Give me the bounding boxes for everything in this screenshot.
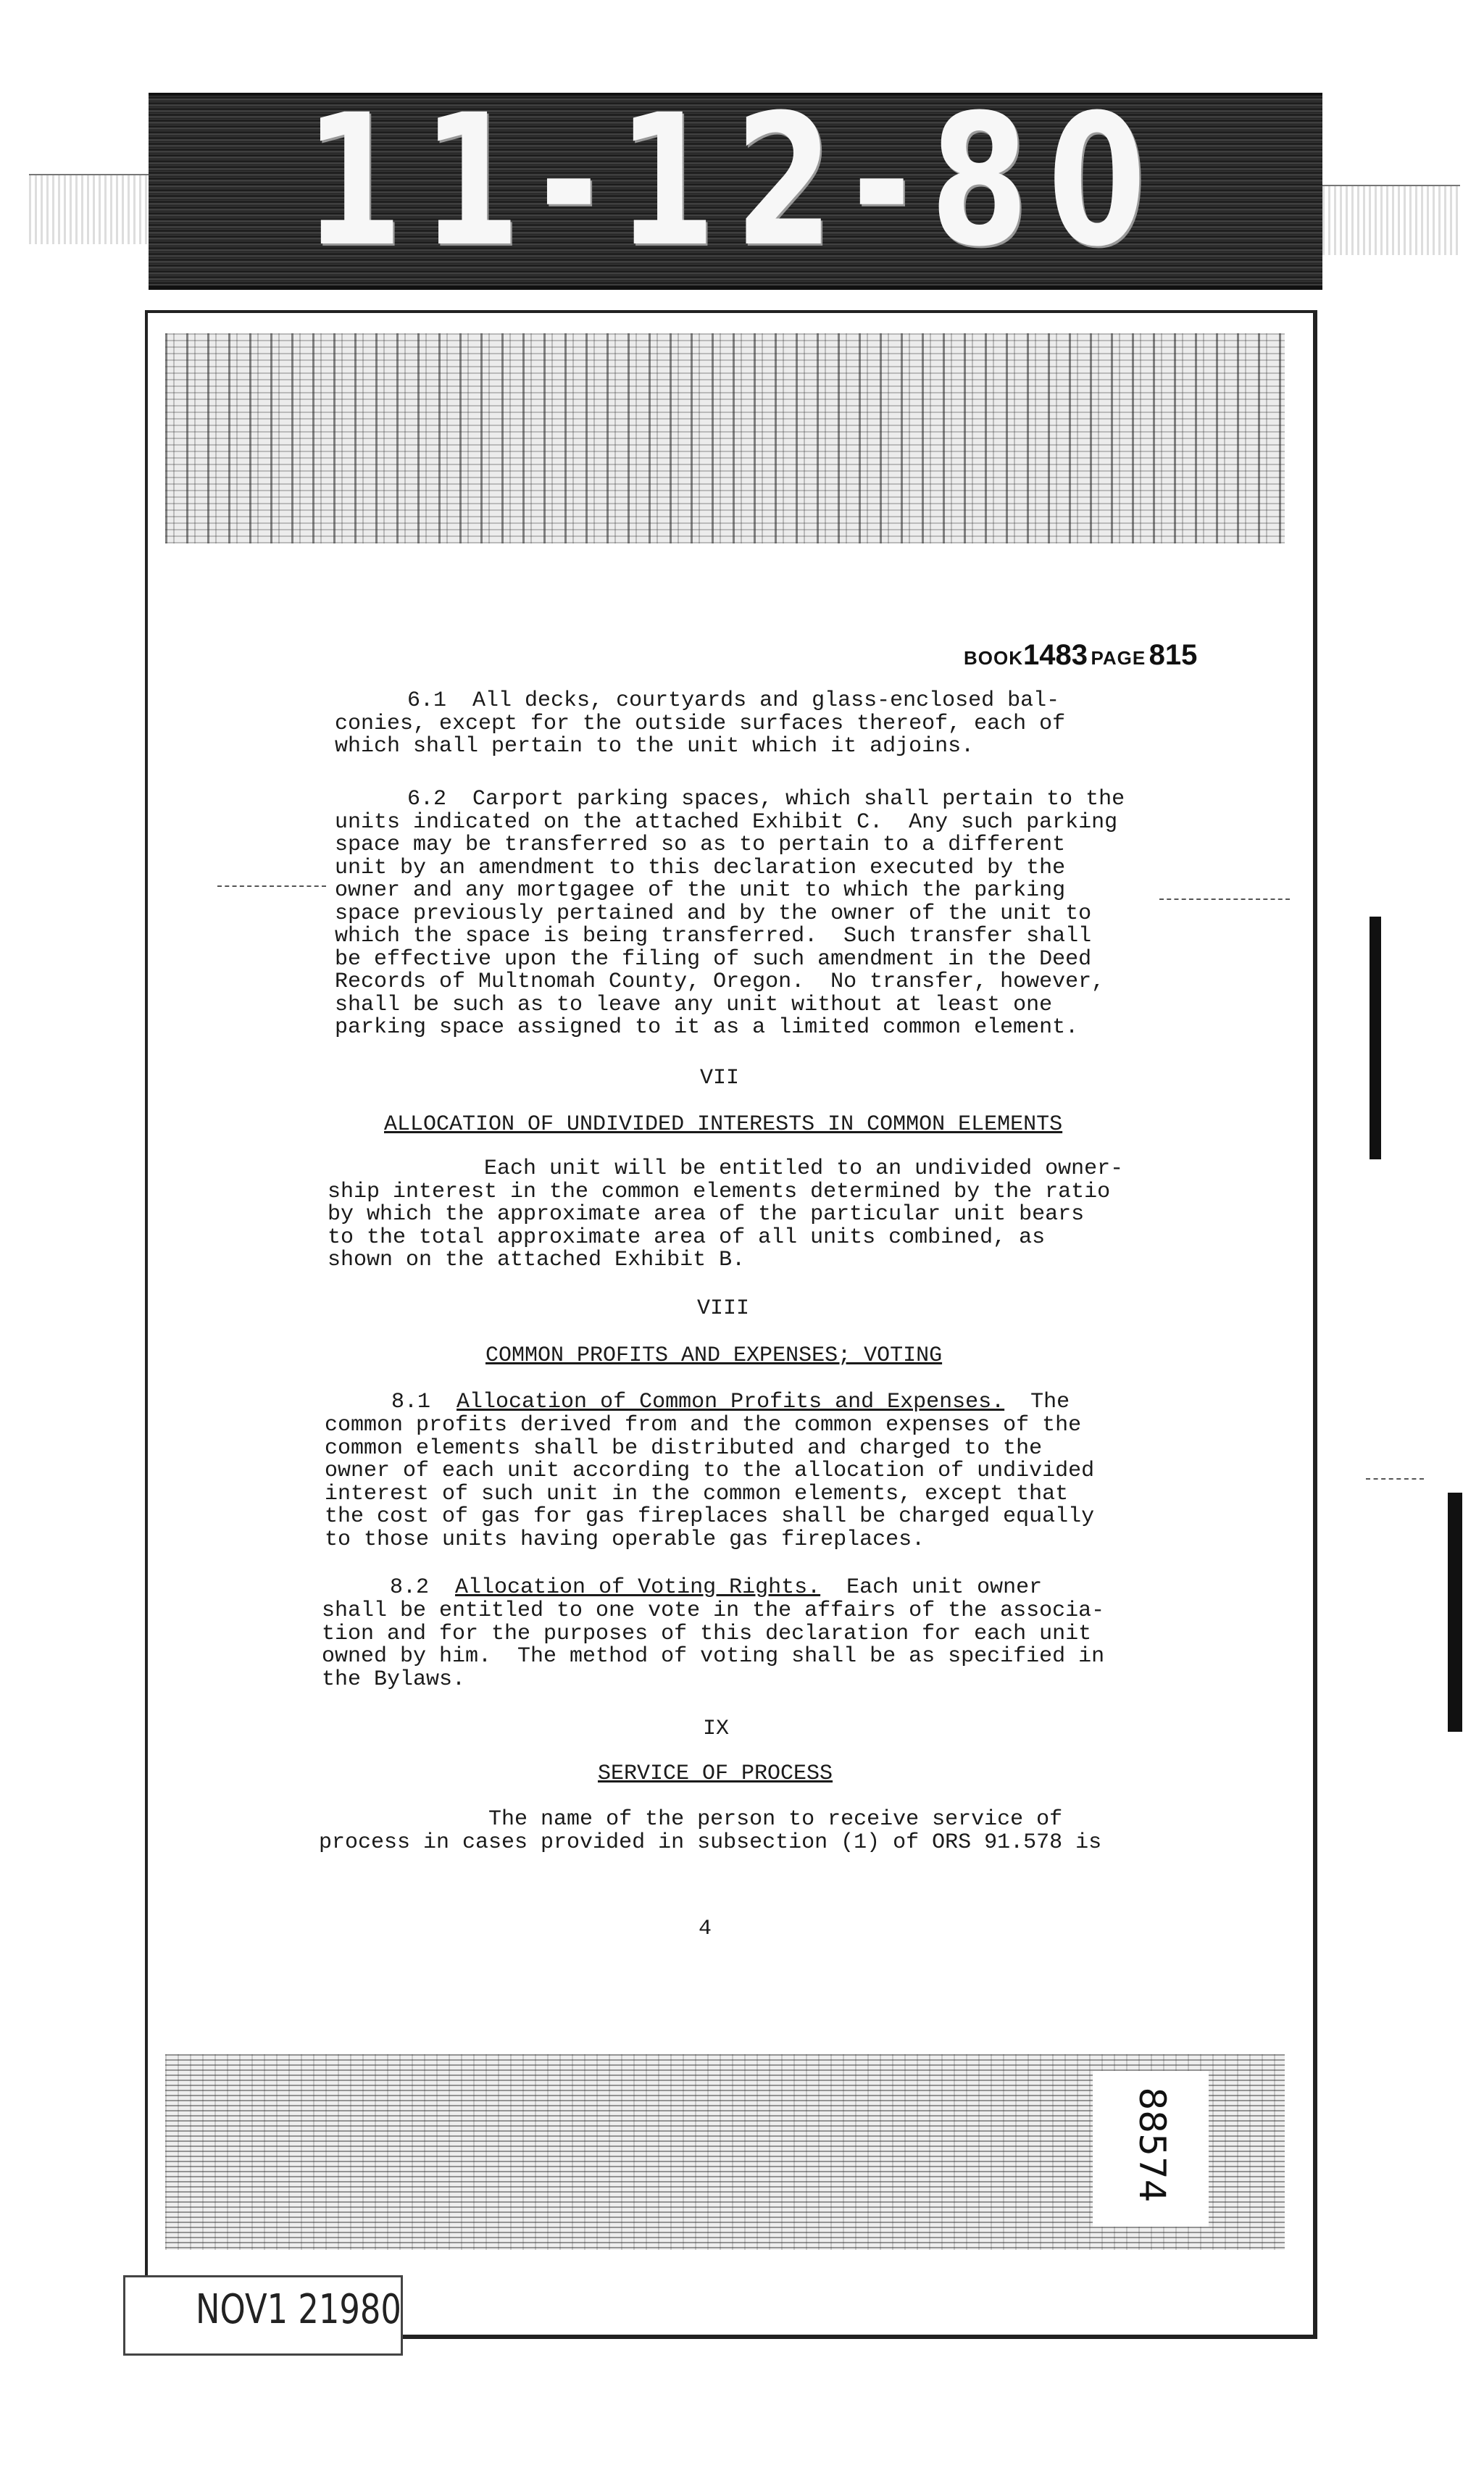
article-ix-heading: SERVICE OF PROCESS — [598, 1761, 833, 1786]
page-frame — [145, 310, 1317, 2339]
margin-mark — [1370, 917, 1381, 1159]
section-8-2-title: Allocation of Voting Rights. — [455, 1575, 821, 1600]
article-ix-text: The name of the person to receive service of process in cases provided in subsection (1) of ORS 91.578 is — [319, 1807, 1102, 1855]
scan-artifact-right-tab — [1322, 185, 1460, 255]
article-vii-heading: ALLOCATION OF UNDIVIDED INTERESTS IN COMMON ELEMENTS — [384, 1112, 1063, 1137]
scan-dash-line — [217, 885, 326, 887]
book-page-reference — [964, 639, 1197, 672]
received-stamp-date: NOV1 21980 — [196, 2286, 401, 2333]
page-reference-number: 815 — [1149, 639, 1198, 671]
section-number: 8.1 — [391, 1390, 431, 1414]
article-vii-text: Each unit will be entitled to an undivided owner- ship interest in the common elements determined by the ratio by which the approximate area of the particular unit bears to the total approximate area of all units combined, as shown on the attached Exhibit B. — [328, 1156, 1124, 1272]
section-number: 8.2 — [390, 1575, 430, 1600]
page-label: PAGE — [1091, 647, 1146, 669]
section-number: 6.1 — [407, 688, 447, 713]
banner-date: 11-12-80 — [304, 75, 1166, 286]
document-number: 88574 — [1131, 2087, 1173, 2203]
scan-dash-line — [1366, 1478, 1424, 1480]
section-8-1-lead: The — [1030, 1390, 1070, 1414]
book-number: 1483 — [1023, 639, 1088, 671]
section-8-1-title-line — [391, 1391, 1070, 1414]
section-8-2-title-line — [390, 1577, 1042, 1600]
article-vii-numeral: VII — [700, 1066, 740, 1091]
section-8-2-lead: Each unit owner — [846, 1575, 1043, 1600]
article-ix-numeral: IX — [703, 1717, 730, 1741]
section-8-1-title: Allocation of Common Profits and Expenses. — [457, 1390, 1005, 1414]
section-6-1 — [335, 690, 1065, 759]
section-8-2-text: shall be entitled to one vote in the affairs of the associa- tion and for the purposes of this declaration for each unit owned by him. The method of voting shall be as specified in the Bylaws. — [322, 1598, 1105, 1692]
section-number: 6.2 — [407, 787, 447, 812]
article-viii-numeral: VIII — [697, 1296, 750, 1321]
scan-artifact-left-tab — [29, 174, 152, 244]
book-label: BOOK — [964, 647, 1023, 669]
margin-mark — [1448, 1493, 1462, 1732]
section-6-2 — [335, 788, 1125, 1040]
section-6-1-first: All decks, courtyards and glass-enclosed bal- conies, except for the outside surfaces thereof, each of which shall pertain to the unit which it adjoins. — [335, 688, 1066, 759]
article-viii-heading: COMMON PROFITS AND EXPENSES; VOTING — [485, 1343, 943, 1368]
section-8-1-text: common profits derived from and the common expenses of the common elements shall be distributed and charged to the owner of each unit according to the allocation of undivided interest of such unit in the common elements, except that the cost of gas for gas fireplaces shall be charged equally to those units having operable gas fireplaces. — [325, 1413, 1095, 1552]
section-6-2-first: Carport parking spaces, which shall pertain to the units indicated on the attached Exhibit C. Any such parking space may be transferred so as to pertain to a different unit by an amendment to this declaration executed by the owner and any mortgagee of the unit to which the parking space previously pertained and by the owner of the unit to which the space is being transferred. Such transfer shall be effective upon the filing of such amendment in the Deed Records of Multnomah County, Oregon. No transfer, however, shall be such as to leave any unit without at least one parking space assigned to it as a limited common element. — [335, 787, 1125, 1040]
page-number: 4 — [699, 1917, 712, 1941]
scan-dash-line — [1159, 898, 1290, 900]
scan-noise-top — [165, 333, 1285, 543]
